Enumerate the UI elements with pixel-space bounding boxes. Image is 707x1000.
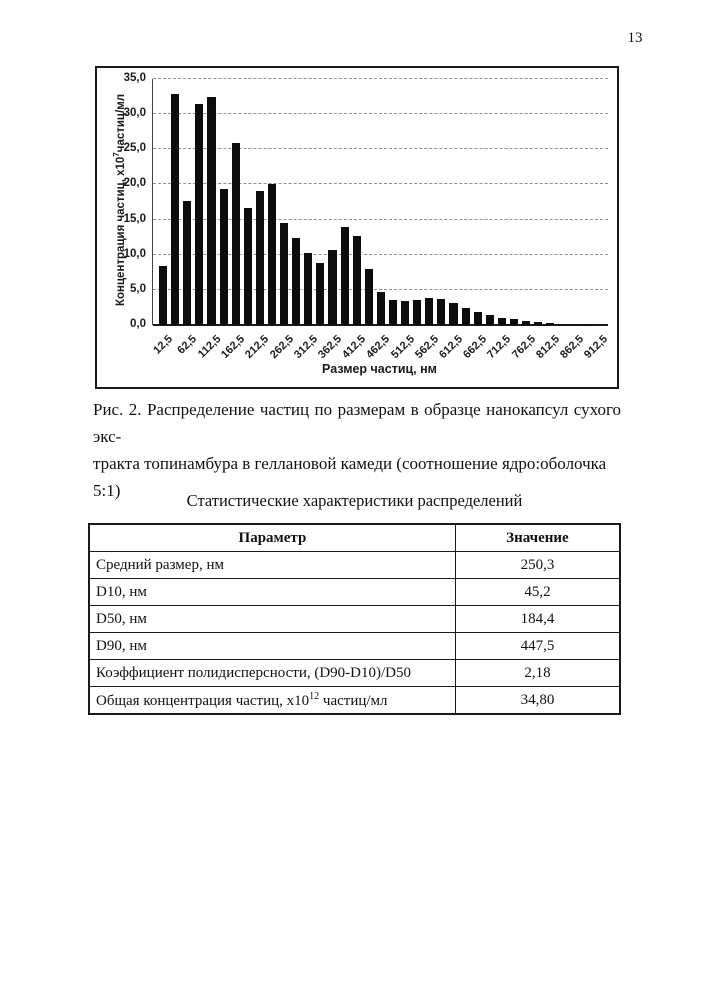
- x-tick-label: 462,5: [364, 333, 393, 361]
- y-tick-label: 25,0: [123, 142, 146, 155]
- bar: [546, 323, 554, 325]
- y-tick-label: 0,0: [130, 318, 146, 330]
- bar: [341, 227, 349, 325]
- page-number: 13: [627, 30, 643, 46]
- plot-area: [152, 79, 608, 325]
- table-row: [89, 660, 620, 687]
- param-cell: Общая концентрация частиц, $х10^{12}$ частиц/мл: [89, 687, 455, 715]
- y-tick-label: 10,0: [123, 247, 146, 260]
- y-tick-label: 15,0: [123, 212, 146, 225]
- x-tick-label: 312,5: [291, 333, 320, 361]
- bar: [522, 321, 530, 325]
- value-cell: 2,18: [455, 660, 620, 687]
- bar: [256, 191, 264, 325]
- bar: [570, 324, 578, 325]
- bar: [462, 308, 470, 325]
- value-cell: 447,5: [455, 633, 620, 660]
- bar: [389, 300, 397, 325]
- bar: [353, 236, 361, 325]
- bar: [558, 324, 566, 325]
- y-tick-label: 20,0: [123, 177, 146, 190]
- figure-chart: [95, 66, 619, 389]
- x-tick-label: 662,5: [461, 333, 490, 361]
- bar: [207, 97, 215, 325]
- bar: [244, 208, 252, 325]
- bar: [195, 104, 203, 325]
- bar: [534, 322, 542, 325]
- bar: [474, 312, 482, 325]
- x-tick-label: 562,5: [412, 333, 441, 361]
- param-cell: D90, нм: [89, 633, 455, 660]
- x-tick-label: 812,5: [533, 333, 562, 361]
- bar: [159, 266, 167, 325]
- bar: [232, 143, 240, 325]
- bar: [280, 223, 288, 325]
- x-tick-label: 62,5: [175, 333, 199, 357]
- x-tick-label: 212,5: [243, 333, 272, 361]
- bar: [449, 303, 457, 325]
- value-cell: 34,80: [455, 687, 620, 715]
- bar: [328, 250, 336, 325]
- gridline: [153, 113, 608, 114]
- bar: [486, 315, 494, 325]
- figure-caption: [93, 396, 621, 504]
- y-tick-label: 35,0: [123, 72, 146, 84]
- table-title: Статистические характеристики распределений: [186, 491, 523, 510]
- stats-table: [88, 523, 621, 715]
- table-row: [89, 579, 620, 606]
- x-tick-label: 412,5: [340, 333, 369, 361]
- figure-caption-line-1: Рис. 2. Распределение частиц по размерам в образце нанокапсул сухого экс-: [93, 400, 621, 446]
- bar: [365, 269, 373, 325]
- param-cell: Средний размер, нм: [89, 552, 455, 579]
- param-cell: Коэффициент полидисперсности, (D90-D10)/D50: [89, 660, 455, 687]
- x-tick-label: 112,5: [195, 333, 224, 361]
- bar: [425, 298, 433, 325]
- gridline: [153, 148, 608, 149]
- bar: [498, 318, 506, 325]
- bar: [220, 189, 228, 325]
- table-header-row: [89, 524, 620, 552]
- table-row: [89, 633, 620, 660]
- value-cell: 184,4: [455, 606, 620, 633]
- param-cell: D10, нм: [89, 579, 455, 606]
- y-axis-title-units: частиц/мл: [114, 93, 127, 153]
- table-row: [89, 606, 620, 633]
- x-tick-label: 162,5: [219, 333, 248, 361]
- table-row: [89, 552, 620, 579]
- bar: [183, 201, 191, 325]
- figure-caption-line-2: тракта топинамбура в геллановой камеди (соотношение ядро:оболочка 5:1): [93, 454, 607, 500]
- x-tick-label: 612,5: [437, 333, 466, 361]
- bar: [268, 184, 276, 325]
- y-axis-title-exponent: 7: [112, 152, 121, 157]
- bar: [377, 292, 385, 325]
- x-tick-label: 512,5: [388, 333, 417, 361]
- x-tick-label: 912,5: [582, 333, 611, 361]
- gridline: [153, 78, 608, 79]
- x-tick-label: 862,5: [558, 333, 587, 361]
- x-tick-label: 362,5: [316, 333, 345, 361]
- x-tick-label: 762,5: [509, 333, 538, 361]
- param-cell: D50, нм: [89, 606, 455, 633]
- bar: [292, 238, 300, 325]
- bar: [413, 300, 421, 325]
- y-axis-title-text: Концентрация частиц, х10: [114, 156, 127, 307]
- bar: [510, 319, 518, 325]
- table-row: [89, 687, 620, 715]
- value-cell: 45,2: [455, 579, 620, 606]
- y-tick-label: 5,0: [130, 282, 146, 295]
- value-cell: 250,3: [455, 552, 620, 579]
- x-tick-label: 262,5: [267, 333, 296, 361]
- bar: [171, 94, 179, 325]
- x-tick-label: 712,5: [485, 333, 514, 361]
- x-tick-label: 12,5: [151, 333, 175, 357]
- x-axis-title: Размер частиц, нм: [322, 362, 437, 376]
- y-tick-label: 30,0: [123, 107, 146, 120]
- param-exponent: 12: [309, 690, 320, 702]
- table-header-value: Значение: [455, 524, 620, 552]
- table-header-param: Параметр: [89, 524, 455, 552]
- bar: [437, 299, 445, 325]
- bar: [304, 253, 312, 325]
- bar: [316, 263, 324, 325]
- bar: [401, 301, 409, 325]
- gridline: [153, 183, 608, 184]
